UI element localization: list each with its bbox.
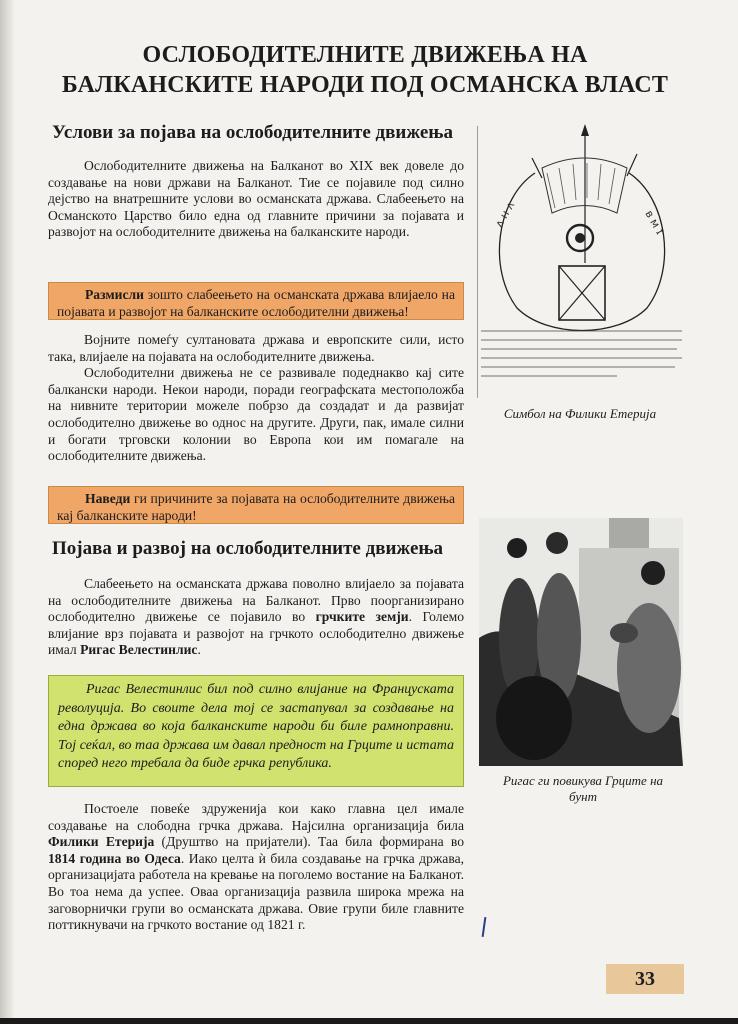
section1-paragraph-1: Ослободителните движења на Балканот во XIX век довеле до создавање на нови држави на Балканот. Тие се појавиле под силно дејство на внатрешните услови во османската држава. Слабеењето на Османското Царство било една од главните причини за појавата и развојот на ослободителните движења на балканските народи. [48,158,464,240]
think-box: Размисли зошто слабеењето на османската држава влијаело на појавата и развојот на балканските ослободителни движења! [48,282,464,320]
svg-text:ᴧ ʜ ᴧ: ᴧ ʜ ᴧ [492,199,518,230]
filiki-eteria-symbol-image [477,118,687,398]
figure-caption-2: Ригас ги повикува Грците на бунт [502,773,664,804]
section1-heading: Услови за појава на ослободителните движења [52,122,453,143]
section2-paragraph-1: Слабеењето на османската држава поволно влијаело за појавата на ослободителните движења на Балканот. Прво поорганизирано ослободително движење се појавило во грчките земји. Големо влијание врз појавата и развојот на грчкото ослободително движење имал Ригас Велестинлис. [48,576,464,658]
rigas-engraving-image [479,518,683,766]
section2-paragraph-2: Постоеле повеќе здруженија кои како главна цел имале создавање на слободна грчка држава. Најсилна организација била Филики Етерија (Друштво на пријатели). Таа била формирана во 1814 година во Одеса. Иако целта ѝ била создавање на грчка држава, организацијата работела на кревање на поголемо востание на Балканот. Во тоа нема да успее. Оваа организација развила широка мрежа на заговорнички групи во османската држава. Овие групи биле главните поттикнувачи на грчкото востание од 1821 г. [48,801,464,933]
rigas-note-box: Ригас Велестинлис бил под силно влијание на Француската револуција. Во своите дела тој се застапувал за создавање на една држава во која балканските народи би биле рамноправни. Тој сеќал, во таа држава им давал предност на Грците и истата според него требала да биде грчка република. [48,675,464,787]
figure-caption-1: Симбол на Филики Етерија [503,406,657,421]
pen-mark [482,917,487,937]
page-binding-edge [0,0,14,1024]
section1-paragraph-2: Војните помеѓу султановата држава и европските сили, исто така, влијаеле на појавата на ослободителните движења. Ослободителни движења не се развивале подеднакво кај сите балкански народи. Некои народи, поради географската местоположба на нивните територии можеле побрзо да создадат и да развијат ослободително движење во однос на другите. Други, пак, имале силни и богати трговски колонии во Европа кои им помагале на ослободителните движења. [48,332,464,464]
list-box: Наведи ги причините за појавата на ослободителните движења кај балканските народи! [48,486,464,524]
svg-text:ʙ ᴍ ɪ: ʙ ᴍ ɪ [642,208,667,237]
section2-heading: Појава и развој на ослободителните движења [52,538,444,559]
page-title: ОСЛОБОДИТЕЛНИТЕ ДВИЖЕЊА НА БАЛКАНСКИТЕ НАРОДИ ПОД ОСМАНСКА ВЛАСТ [61,42,669,98]
page-number: 33 [606,964,684,994]
page-bottom-edge [0,1018,738,1024]
